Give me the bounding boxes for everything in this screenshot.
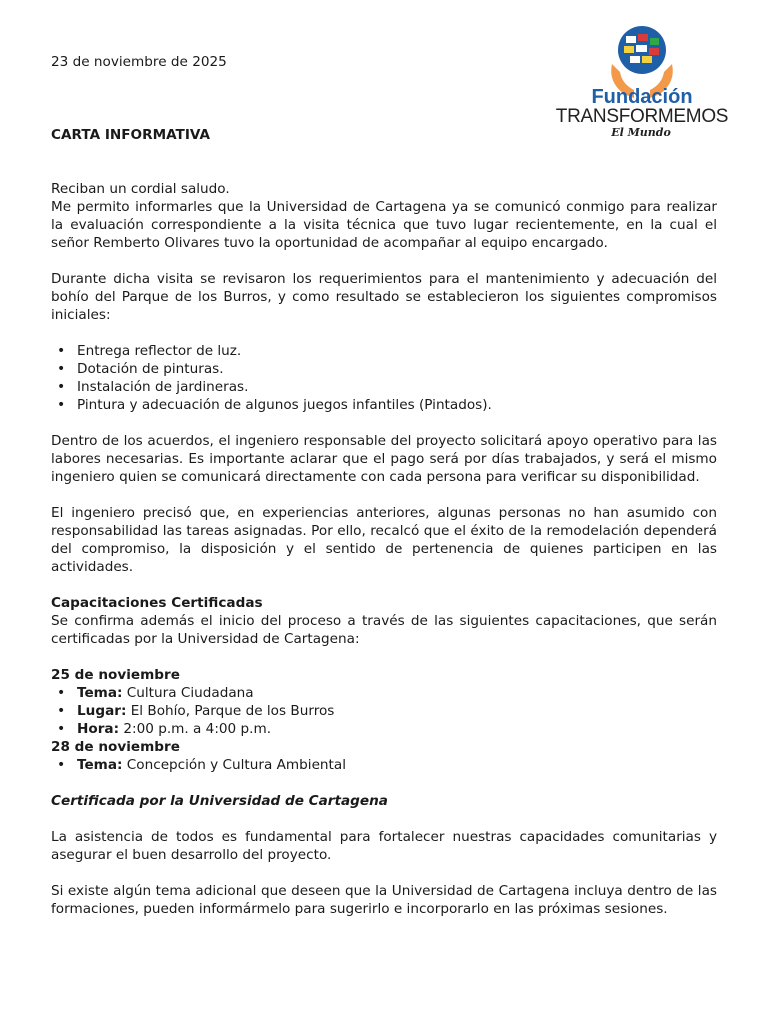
session2-list	[51, 756, 717, 774]
list-item	[51, 702, 717, 720]
item-value: Concepción y Cultura Ambiental	[122, 757, 346, 773]
item-value: El Bohío, Parque de los Burros	[126, 703, 335, 719]
list-item	[51, 684, 717, 702]
letter-title: CARTA INFORMATIVA	[51, 127, 211, 143]
item-label: Tema:	[77, 685, 123, 701]
session2-date: 28 de noviembre	[51, 739, 180, 755]
session1-list	[51, 684, 717, 738]
list-item	[51, 720, 717, 738]
list-item	[51, 756, 717, 774]
item-label: Lugar:	[77, 703, 127, 719]
engineer-paragraph: El ingeniero precisó que, en experiencias anteriores, algunas personas no han asumido con responsabilidad las tareas asignadas. Por ello, recalcó que el éxito de la remodelación dependerá del compromiso, la disposición y el sentido de pertenencia de quienes participen en las actividades.	[51, 505, 717, 575]
item-label: Hora:	[77, 721, 120, 737]
greeting: Reciban un cordial saludo.	[51, 181, 230, 197]
trainings-intro: Se confirma además el inicio del proceso a través de las siguientes capacitaciones, que serán certificadas por la Universidad de Cartagena:	[51, 613, 717, 647]
logo-line-fundacion: Fundación	[591, 86, 693, 108]
session1-date: 25 de noviembre	[51, 667, 180, 683]
list-item: • Instalación de jardineras.	[51, 378, 717, 396]
item-label: Tema:	[77, 757, 123, 773]
attendance-paragraph: La asistencia de todos es fundamental para fortalecer nuestras capacidades comunitarias y asegurar el buen desarrollo del proyecto.	[51, 829, 717, 863]
foundation-logo	[546, 24, 738, 142]
list-item: • Pintura y adecuación de algunos juegos infantiles (Pintados).	[51, 396, 717, 414]
certified-note: Certificada por la Universidad de Cartagena	[51, 793, 388, 809]
letter-body	[51, 180, 717, 918]
closing-paragraph: Si existe algún tema adicional que deseen que la Universidad de Cartagena incluya dentro de las formaciones, pueden informármelo para sugerirlo e incorporarlo en las próximas sesiones.	[51, 883, 717, 917]
letter-date: 23 de noviembre de 2025	[51, 54, 227, 70]
commitments-list	[51, 342, 717, 414]
trainings-heading: Capacitaciones Certificadas	[51, 595, 263, 611]
agreements-paragraph: Dentro de los acuerdos, el ingeniero responsable del proyecto solicitará apoyo operativo para las labores necesarias. Es importante aclarar que el pago será por días trabajados, y será el mismo ingeniero quien se comunicará directamente con cada persona para verificar su disponibilidad.	[51, 433, 717, 485]
list-item: • Entrega reflector de luz.	[51, 342, 717, 360]
item-value: Cultura Ciudadana	[122, 685, 254, 701]
logo-line-el-mundo: El Mundo	[611, 126, 671, 139]
logo-line-transformemos: TRANSFORMEMOS	[555, 106, 729, 127]
visit-paragraph: Durante dicha visita se revisaron los requerimientos para el mantenimiento y adecuación del bohío del Parque de los Burros, y como resultado se establecieron los siguientes compromisos iniciales:	[51, 271, 717, 323]
list-item: • Dotación de pinturas.	[51, 360, 717, 378]
item-value: 2:00 p.m. a 4:00 p.m.	[119, 721, 272, 737]
intro-paragraph: Me permito informarles que la Universidad de Cartagena ya se comunicó conmigo para realizar la evaluación correspondiente a la visita técnica que tuvo lugar recientemente, en la cual el señor Remberto Olivares tuvo la oportunidad de acompañar al equipo encargado.	[51, 199, 717, 251]
